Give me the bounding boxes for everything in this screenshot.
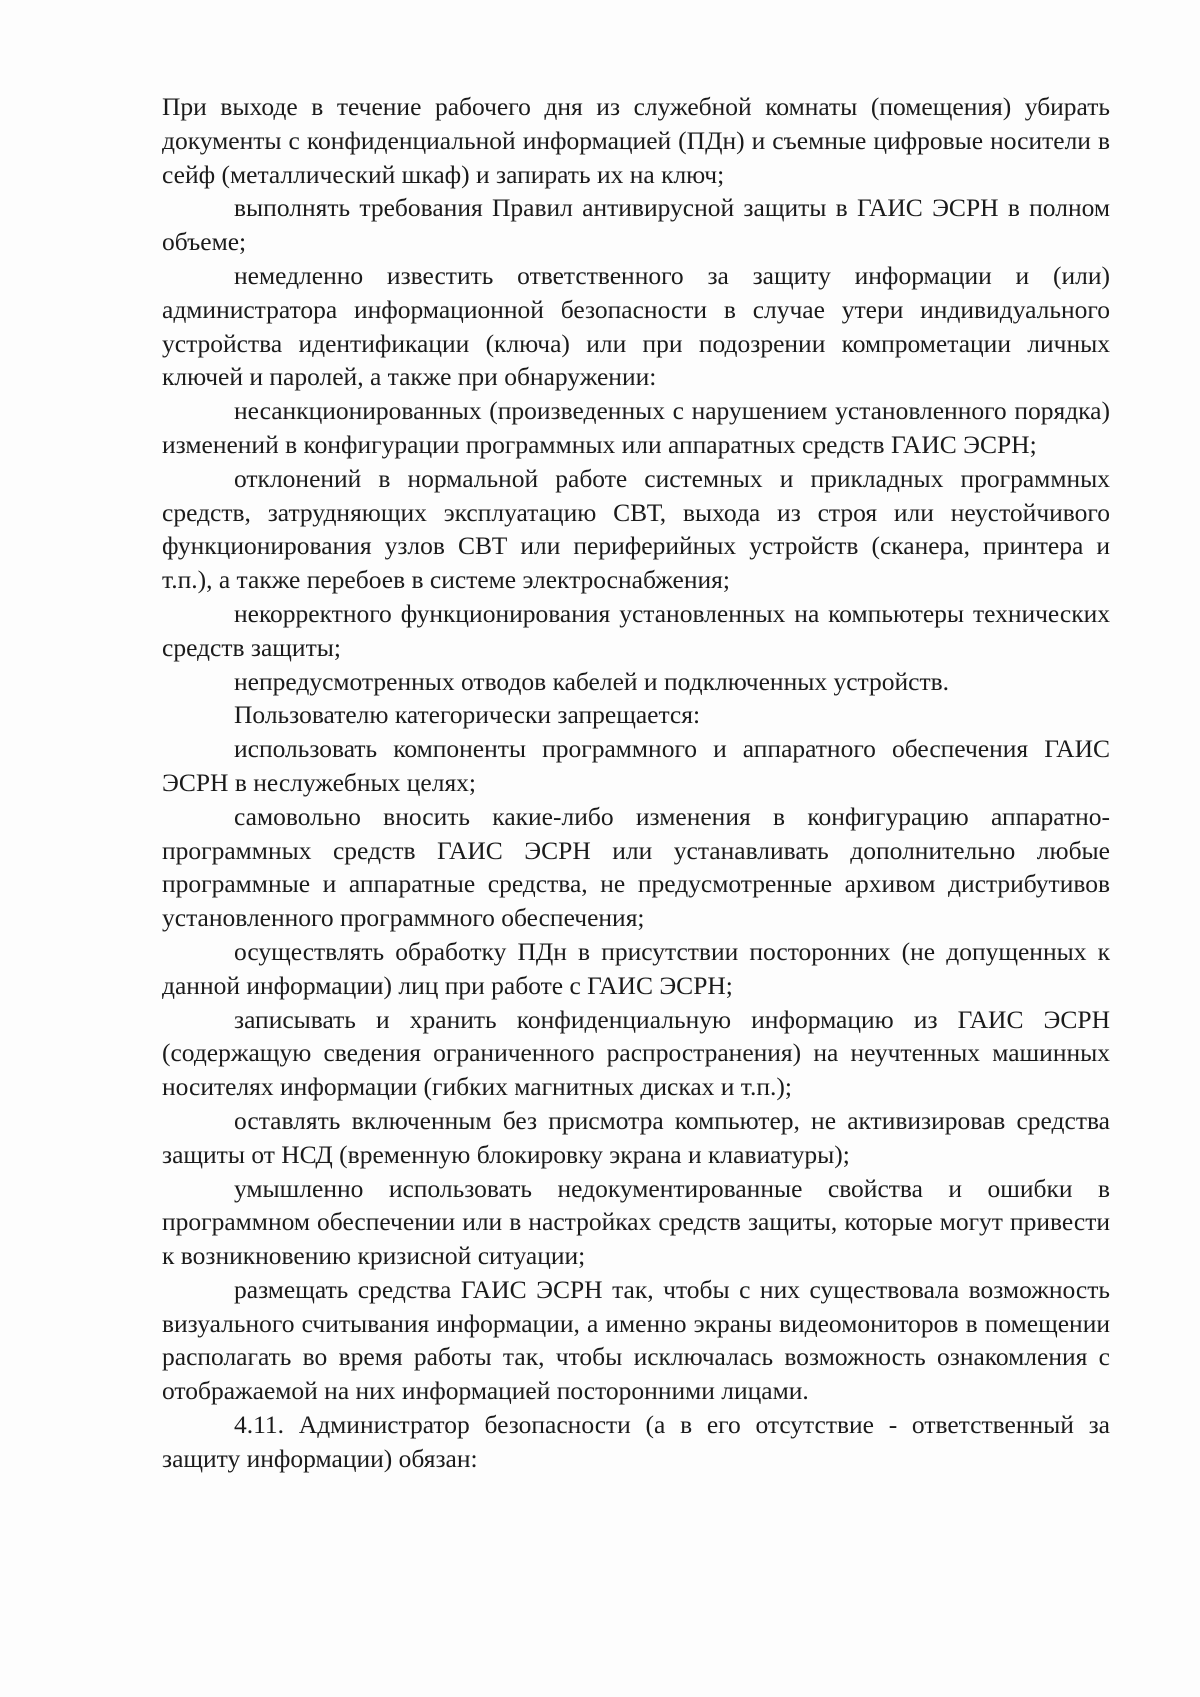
paragraph-leave-room: При выходе в течение рабочего дня из служебной комнаты (помещения) убирать документы с конфиденциальной информацией (ПДн) и съемные цифровые носители в сейф (металлический шкаф) и запирать их на ключ; [162,92,1110,189]
paragraph-cable-taps: непредусмотренных отводов кабелей и подключенных устройств. [234,666,950,696]
paragraph-antivirus-rules: выполнять требования Правил антивирусной защиты в ГАИС ЭСРН в полном объеме; [162,193,1110,257]
paragraph-user-prohibited: Пользователю категорически запрещается: [234,700,701,730]
paragraph-screen-placement: размещать средства ГАИС ЭСРН так, чтобы с них существовала возможность визуального считывания информации, а именно экраны видеомониторов в помещении располагать во время работы так, чтобы исключалась возможность ознакомления с отображаемой на них информацией посторонними лицами. [162,1274,1110,1406]
paragraph-non-official-use: использовать компоненты программного и аппаратного обеспечения ГАИС ЭСРН в неслужебных целях; [162,734,1110,797]
paragraph-config-changes: самовольно вносить какие-либо изменения в конфигурацию аппаратно-программных средств ГАИС ЭСРН или устанавливать дополнительно любые программные и аппаратные средства, не предусмотренные архивом дистрибутивов установленного программного обеспечения; [162,801,1110,933]
paragraph-unattended-computer: оставлять включенным без присмотра компьютер, не активизировав средства защиты от НСД (временную блокировку экрана и клавиатуры); [162,1105,1110,1169]
paragraph-protection-malfunction: некорректного функционирования установленных на компьютеры технических средств защиты; [162,598,1110,662]
paragraph-notify-responsible: немедленно известить ответственного за защиту информации и (или) администратора информационной безопасности в случае утери индивидуального устройства идентификации (ключа) или при подозрении компрометации личных ключей и паролей, а также при обнаружении: [162,260,1110,392]
paragraph-system-deviations: отклонений в нормальной работе системных и прикладных программных средств, затрудняющих эксплуатацию СВТ, выхода из строя или неустойчивого функционирования узлов СВТ или периферийных устройств (сканера, принтера и т.п.), а также перебоев в системе электроснабжения; [162,463,1110,595]
paragraph-unregistered-media: записывать и хранить конфиденциальную информацию из ГАИС ЭСРН (содержащую сведения ограниченного распространения) на неучтенных машинных носителях информации (гибких магнитных дисках и т.п.); [162,1004,1110,1102]
paragraph-unauthorized-changes: несанкционированных (произведенных с нарушением установленного порядка) изменений в конфигурации программных или аппаратных средств ГАИС ЭСРН; [162,396,1110,459]
document-body [162,90,1110,1476]
paragraph-outsiders-present: осуществлять обработку ПДн в присутствии посторонних (не допущенных к данной информации) лиц при работе с ГАИС ЭСРН; [162,936,1110,1000]
paragraph-section-4-11: 4.11. Администратор безопасности (а в его отсутствие - ответственный за защиту информации) обязан: [162,1410,1110,1473]
paragraph-undocumented-features: умышленно использовать недокументированные свойства и ошибки в программном обеспечении или в настройках средств защиты, которые могут привести к возникновению кризисной ситуации; [162,1173,1110,1271]
